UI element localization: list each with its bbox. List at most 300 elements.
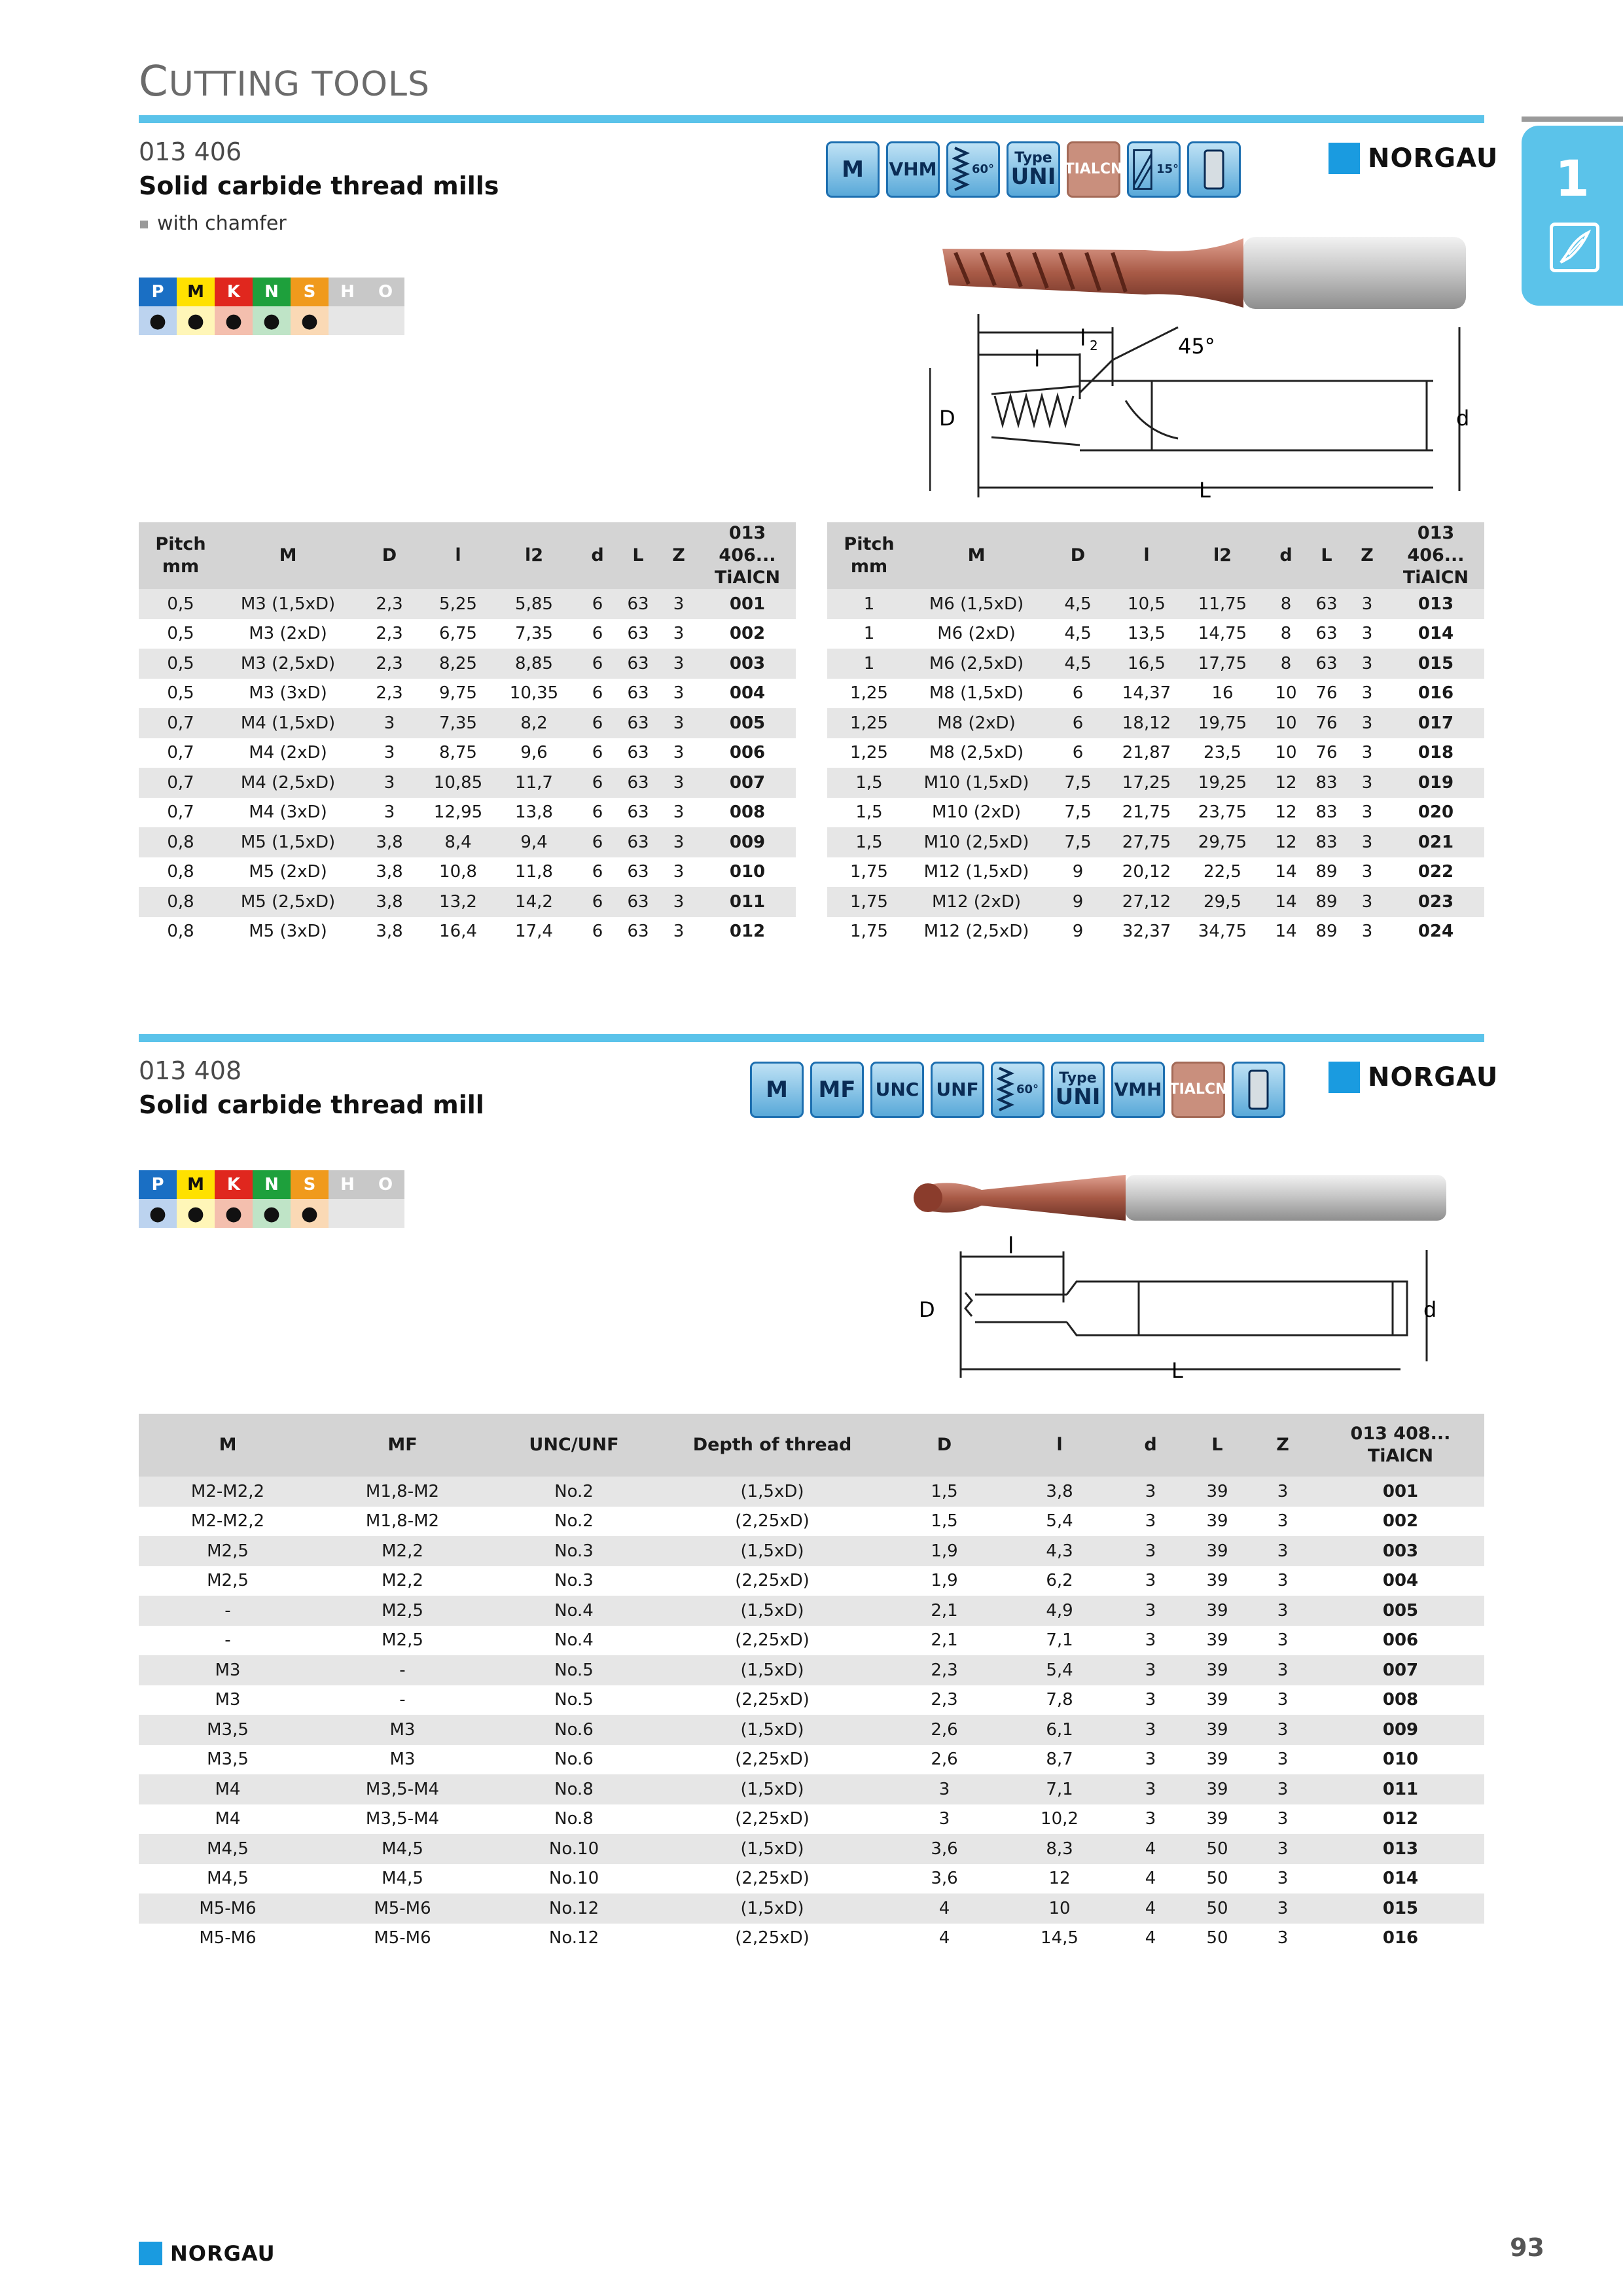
table-cell: 024 bbox=[1418, 922, 1454, 942]
table-cell: 7,1 bbox=[1004, 1774, 1115, 1804]
table-cell: 10 bbox=[1266, 708, 1306, 738]
table-cell: 9,75 bbox=[439, 683, 477, 704]
table-cell: 019 bbox=[1387, 768, 1484, 798]
table-cell: 1,75 bbox=[850, 922, 888, 942]
table-cell: 3 bbox=[1115, 1715, 1186, 1745]
table-cell: 39 bbox=[1206, 1571, 1228, 1591]
table-row bbox=[139, 1804, 1484, 1835]
column-header-line: L bbox=[1321, 545, 1332, 565]
table-cell: 8,7 bbox=[1046, 1749, 1073, 1770]
table-cell: 3,6 bbox=[885, 1834, 1004, 1864]
material-code: S bbox=[291, 1170, 329, 1199]
side-tab-line bbox=[1522, 117, 1623, 122]
table-cell: 3,8 bbox=[376, 922, 403, 942]
table-cell: M12 (1,5xD) bbox=[923, 862, 1029, 882]
table-row bbox=[139, 798, 796, 828]
brand-name: NORGAU bbox=[1368, 1062, 1499, 1092]
feature-icon bbox=[1187, 141, 1241, 198]
feature-icons bbox=[750, 1062, 1285, 1118]
table-cell: 76 bbox=[1315, 683, 1338, 704]
table-cell: 3 bbox=[1361, 862, 1373, 882]
table-cell: 4,3 bbox=[1004, 1536, 1115, 1566]
table-cell: M3,5 bbox=[207, 1749, 249, 1770]
table-cell: 007 bbox=[699, 768, 796, 798]
table-cell: 83 bbox=[1315, 802, 1338, 823]
column-header bbox=[577, 522, 618, 589]
table-row bbox=[139, 1745, 1484, 1775]
feature-icon bbox=[1127, 141, 1181, 198]
column-header bbox=[491, 522, 577, 589]
table-cell: 63 bbox=[627, 802, 649, 823]
table-cell: 013 bbox=[1387, 589, 1484, 619]
column-header-line: l bbox=[1143, 545, 1150, 565]
table-cell: M2,5 bbox=[382, 1630, 423, 1651]
table-cell: M4 (2,5xD) bbox=[223, 768, 353, 798]
table-cell: 3 bbox=[1145, 1809, 1156, 1829]
table-cell: 2,3 bbox=[353, 649, 425, 679]
table-cell: 3 bbox=[1277, 1630, 1289, 1651]
icon-label: UNC bbox=[875, 1079, 919, 1100]
icon-label: TIALCN bbox=[1064, 161, 1123, 177]
table-cell: 1,5 bbox=[827, 827, 911, 857]
table-cell: - bbox=[399, 1690, 406, 1710]
table-cell: 17,4 bbox=[515, 922, 553, 942]
table-cell: 3 bbox=[1277, 1928, 1289, 1948]
table-cell: M10 (2,5xD) bbox=[911, 827, 1042, 857]
table-cell: 1,5 bbox=[855, 802, 883, 823]
table-cell: M2,2 bbox=[382, 1571, 423, 1591]
section-rule bbox=[139, 1034, 1484, 1042]
suitability-dot: ● bbox=[253, 306, 291, 335]
table-cell: 20,12 bbox=[1122, 862, 1171, 882]
table-cell: (1,5xD) bbox=[660, 1655, 885, 1685]
table-cell: 3 bbox=[1249, 1655, 1317, 1685]
suitability-dot: ● bbox=[215, 1199, 253, 1228]
table-cell: 10 bbox=[1275, 683, 1297, 704]
table-cell: 6 bbox=[577, 708, 618, 738]
table-cell: 7,35 bbox=[515, 624, 553, 644]
table-cell: 63 bbox=[627, 862, 649, 882]
table-cell: 19,25 bbox=[1179, 768, 1266, 798]
table-cell: 3 bbox=[1277, 1869, 1289, 1889]
feature-icon bbox=[946, 141, 1000, 198]
table-cell: 8,4 bbox=[425, 827, 491, 857]
table-cell: 3 bbox=[1277, 1571, 1289, 1591]
table-cell: 017 bbox=[1387, 708, 1484, 738]
spec-table-right bbox=[827, 522, 1484, 946]
table-cell: 3,8 bbox=[353, 827, 425, 857]
table-row bbox=[139, 708, 796, 738]
icon-label: MF bbox=[818, 1077, 856, 1103]
table-cell: 010 bbox=[1382, 1749, 1419, 1770]
table-row bbox=[139, 1685, 1484, 1715]
material-code: M bbox=[177, 278, 215, 306]
table-cell: M2-M2,2 bbox=[139, 1477, 317, 1507]
suitability-dot: ● bbox=[291, 1199, 329, 1228]
table-cell: (1,5xD) bbox=[660, 1774, 885, 1804]
table-cell: - bbox=[139, 1596, 317, 1626]
icon-label: 60° bbox=[971, 162, 995, 176]
table-row bbox=[139, 887, 796, 917]
table-cell: 0,5 bbox=[167, 683, 194, 704]
table-cell: 001 bbox=[1317, 1477, 1484, 1507]
column-header bbox=[658, 522, 699, 589]
table-cell: 012 bbox=[1382, 1809, 1419, 1829]
table-cell: 3,8 bbox=[1004, 1477, 1115, 1507]
material-header-row bbox=[139, 278, 404, 306]
material-code: S bbox=[291, 278, 329, 306]
table-cell: 13,8 bbox=[515, 802, 553, 823]
table-cell: 63 bbox=[627, 922, 649, 942]
table-cell: 011 bbox=[699, 887, 796, 917]
dim-L-label: L bbox=[1171, 1358, 1183, 1383]
table-cell: 3 bbox=[658, 649, 699, 679]
table-cell: No.5 bbox=[488, 1655, 660, 1685]
table-row bbox=[827, 917, 1484, 947]
table-row bbox=[139, 1924, 1484, 1954]
feature-icon bbox=[1232, 1062, 1285, 1118]
table-cell: 63 bbox=[627, 743, 649, 763]
icon-label: 15° bbox=[1156, 162, 1179, 176]
table-cell: 003 bbox=[1317, 1536, 1484, 1566]
table-cell: M5 (2xD) bbox=[249, 862, 327, 882]
table-cell: 5,25 bbox=[425, 589, 491, 619]
spec-table-left bbox=[139, 522, 796, 946]
column-header-line: M bbox=[279, 545, 297, 565]
table-cell: 009 bbox=[1317, 1715, 1484, 1745]
table-row bbox=[139, 1655, 1484, 1685]
icon-label: 60° bbox=[1016, 1083, 1039, 1096]
table-cell: 63 bbox=[627, 624, 649, 644]
table-cell: 020 bbox=[1418, 802, 1454, 823]
table-cell: 9,6 bbox=[520, 743, 548, 763]
brand-logo bbox=[1329, 1062, 1498, 1093]
table-cell: 6,2 bbox=[1046, 1571, 1073, 1591]
table-cell: 63 bbox=[618, 708, 658, 738]
material-code: N bbox=[253, 1170, 291, 1199]
column-header-line: d bbox=[591, 545, 604, 565]
table-cell: 0,8 bbox=[167, 862, 194, 882]
column-header-line: Pitch bbox=[844, 534, 895, 554]
table-row bbox=[827, 649, 1484, 679]
table-cell: 7,5 bbox=[1042, 827, 1114, 857]
drill-icon bbox=[1550, 223, 1599, 272]
table-cell: 89 bbox=[1306, 887, 1347, 917]
table-cell: 39 bbox=[1186, 1715, 1249, 1745]
table-cell: M5-M6 bbox=[317, 1893, 488, 1924]
table-cell: 29,5 bbox=[1179, 887, 1266, 917]
table-cell: 3 bbox=[1115, 1477, 1186, 1507]
table-cell: M8 (2xD) bbox=[911, 708, 1042, 738]
table-cell: No.10 bbox=[548, 1869, 599, 1889]
table-cell: 0,7 bbox=[139, 768, 223, 798]
table-cell: 11,75 bbox=[1179, 589, 1266, 619]
table-cell: 2,3 bbox=[376, 683, 403, 704]
table-row bbox=[139, 589, 796, 619]
column-header-line: D bbox=[382, 545, 397, 565]
table-row bbox=[139, 1626, 1484, 1656]
table-cell: 83 bbox=[1306, 827, 1347, 857]
table-cell: 63 bbox=[1306, 649, 1347, 679]
table-cell: 39 bbox=[1186, 1536, 1249, 1566]
icon-label: Type bbox=[1014, 150, 1052, 166]
page-title: CUTTING TOOLS bbox=[139, 58, 431, 106]
table-cell: 1,25 bbox=[827, 708, 911, 738]
chapter-number: 1 bbox=[1555, 149, 1590, 207]
table-cell: 3 bbox=[1277, 1749, 1289, 1770]
table-cell: 9 bbox=[1072, 922, 1084, 942]
table-cell: M5 (2,5xD) bbox=[223, 887, 353, 917]
table-cell: 39 bbox=[1206, 1511, 1228, 1532]
table-cell: (2,25xD) bbox=[735, 1690, 810, 1710]
table-cell: 0,5 bbox=[139, 589, 223, 619]
column-header-line: TiAlCN bbox=[1367, 1446, 1434, 1466]
table-cell: 1,9 bbox=[885, 1536, 1004, 1566]
table-cell: M3 (2,5xD) bbox=[223, 649, 353, 679]
table-row bbox=[139, 1834, 1484, 1864]
table-cell: 0,5 bbox=[167, 624, 194, 644]
table-cell: M12 (2,5xD) bbox=[923, 922, 1029, 942]
table-row bbox=[139, 1566, 1484, 1596]
table-cell: 39 bbox=[1206, 1690, 1228, 1710]
product-title: Solid carbide thread mills bbox=[139, 171, 499, 200]
suitability-dot bbox=[366, 306, 404, 335]
table-row bbox=[139, 738, 796, 768]
table-cell: 009 bbox=[699, 827, 796, 857]
feature-icon bbox=[1111, 1062, 1165, 1118]
table-cell: 3 bbox=[1277, 1511, 1289, 1532]
table-cell: (2,25xD) bbox=[735, 1571, 810, 1591]
table-cell: M4 bbox=[139, 1774, 317, 1804]
column-header-line: MF bbox=[387, 1435, 418, 1455]
table-cell: No.2 bbox=[554, 1511, 594, 1532]
material-code: H bbox=[329, 278, 366, 306]
table-cell: 007 bbox=[1317, 1655, 1484, 1685]
table-cell: M4 bbox=[215, 1809, 241, 1829]
table-cell: 021 bbox=[1387, 827, 1484, 857]
table-cell: No.4 bbox=[488, 1596, 660, 1626]
dim-l2-label: l bbox=[1080, 325, 1086, 351]
table-cell: No.8 bbox=[554, 1809, 594, 1829]
column-header-line: Z bbox=[672, 545, 685, 565]
table-cell: 008 bbox=[1382, 1690, 1419, 1710]
table-cell: 10 bbox=[1275, 743, 1297, 763]
table-cell: 7,1 bbox=[1046, 1630, 1073, 1651]
table-cell: M8 (1,5xD) bbox=[929, 683, 1024, 704]
table-cell: 3 bbox=[1145, 1630, 1156, 1651]
column-header-line: l bbox=[1056, 1435, 1063, 1455]
table-cell: M2,5 bbox=[317, 1596, 488, 1626]
table-row bbox=[139, 619, 796, 649]
table-cell: 27,75 bbox=[1114, 827, 1179, 857]
tool-photo-1 bbox=[942, 237, 1466, 309]
table-cell: 11,8 bbox=[515, 862, 553, 882]
table-cell: 14 bbox=[1266, 887, 1306, 917]
table-row bbox=[139, 1596, 1484, 1626]
table-cell: 3 bbox=[1347, 827, 1387, 857]
table-cell: 008 bbox=[729, 802, 766, 823]
table-cell: 7,8 bbox=[1046, 1690, 1073, 1710]
table-cell: 6,75 bbox=[439, 624, 477, 644]
table-cell: 3 bbox=[1249, 1596, 1317, 1626]
dim-L-label: L bbox=[1199, 478, 1211, 503]
column-header bbox=[885, 1414, 1004, 1477]
column-header bbox=[618, 522, 658, 589]
table-cell: 23,75 bbox=[1198, 802, 1247, 823]
column-header bbox=[139, 1414, 317, 1477]
table-cell: M2,5 bbox=[139, 1536, 317, 1566]
tool-drawing-2 bbox=[903, 1165, 1466, 1388]
table-cell: 0,7 bbox=[167, 743, 194, 763]
table-cell: 63 bbox=[618, 768, 658, 798]
product-code: 013 408 bbox=[139, 1056, 242, 1085]
table-cell: M3,5-M4 bbox=[317, 1774, 488, 1804]
column-header-line: d bbox=[1144, 1435, 1157, 1455]
table-cell: 013 bbox=[1317, 1834, 1484, 1864]
table-cell: M6 (2,5xD) bbox=[911, 649, 1042, 679]
column-header bbox=[1249, 1414, 1317, 1477]
page-number: 93 bbox=[1510, 2233, 1544, 2262]
column-header-line: M bbox=[967, 545, 986, 565]
table-cell: 50 bbox=[1206, 1928, 1228, 1948]
table-cell: 1 bbox=[827, 589, 911, 619]
column-header bbox=[139, 522, 223, 589]
suitability-dot: ● bbox=[177, 306, 215, 335]
table-cell: 63 bbox=[627, 683, 649, 704]
table-cell: 9 bbox=[1072, 862, 1084, 882]
table-cell: 34,75 bbox=[1198, 922, 1247, 942]
suitability-dot: ● bbox=[215, 306, 253, 335]
table-cell: 3 bbox=[1361, 624, 1373, 644]
table-cell: 1,25 bbox=[850, 683, 888, 704]
table-cell: 6 bbox=[577, 649, 618, 679]
table-cell: M3 (3xD) bbox=[249, 683, 327, 704]
header-rule bbox=[139, 115, 1484, 123]
table-cell: 4 bbox=[885, 1893, 1004, 1924]
table-cell: M4,5 bbox=[139, 1834, 317, 1864]
material-suitability-row bbox=[139, 306, 404, 335]
table-cell: 0,8 bbox=[139, 887, 223, 917]
feature-icon bbox=[1007, 141, 1060, 198]
column-header bbox=[353, 522, 425, 589]
table-cell: M5-M6 bbox=[374, 1928, 431, 1948]
table-cell: 16 bbox=[1211, 683, 1234, 704]
table-cell: 3 bbox=[658, 827, 699, 857]
table-cell: 63 bbox=[1306, 589, 1347, 619]
table-cell: No.3 bbox=[554, 1571, 594, 1591]
table-cell: 1,9 bbox=[931, 1571, 958, 1591]
table-cell: M2,2 bbox=[317, 1536, 488, 1566]
table-row bbox=[139, 1507, 1484, 1537]
dim-angle-label: 45° bbox=[1178, 334, 1215, 359]
dim-D-label: D bbox=[919, 1297, 935, 1322]
column-header bbox=[1004, 1414, 1115, 1477]
table-cell: 4 bbox=[938, 1928, 950, 1948]
table-row bbox=[827, 589, 1484, 619]
feature-icon bbox=[931, 1062, 984, 1118]
table-cell: 14,75 bbox=[1198, 624, 1247, 644]
table-cell: No.6 bbox=[488, 1715, 660, 1745]
table-cell: 6 bbox=[592, 743, 603, 763]
product-note: with chamfer bbox=[140, 212, 287, 235]
column-header bbox=[1115, 1414, 1186, 1477]
table-cell: 39 bbox=[1206, 1749, 1228, 1770]
table-cell: No.2 bbox=[488, 1477, 660, 1507]
column-header bbox=[425, 522, 491, 589]
table-cell: M10 (2xD) bbox=[931, 802, 1022, 823]
table-cell: M2,5 bbox=[207, 1571, 249, 1591]
suitability-dot bbox=[366, 1199, 404, 1228]
table-cell: 0,7 bbox=[167, 802, 194, 823]
product-code: 013 406 bbox=[139, 137, 242, 166]
table-cell: No.6 bbox=[554, 1749, 594, 1770]
table-cell: 6 bbox=[577, 827, 618, 857]
table-cell: 3 bbox=[1115, 1655, 1186, 1685]
table-row bbox=[827, 887, 1484, 917]
table-cell: M4 (2xD) bbox=[249, 743, 327, 763]
table-cell: 3,6 bbox=[931, 1869, 958, 1889]
table-cell: M3 bbox=[215, 1690, 241, 1710]
table-cell: 76 bbox=[1315, 743, 1338, 763]
table-cell: 3 bbox=[383, 743, 395, 763]
table-row bbox=[139, 857, 796, 888]
table-cell: (2,25xD) bbox=[735, 1869, 810, 1889]
table-cell: 50 bbox=[1206, 1869, 1228, 1889]
table-cell: 3 bbox=[1277, 1690, 1289, 1710]
suitability-dot: ● bbox=[291, 306, 329, 335]
table-row bbox=[139, 1893, 1484, 1924]
table-cell: No.5 bbox=[554, 1690, 594, 1710]
material-table bbox=[139, 1170, 404, 1228]
table-cell: 3 bbox=[658, 768, 699, 798]
table-cell: 8 bbox=[1266, 589, 1306, 619]
table-cell: 6 bbox=[577, 589, 618, 619]
table-cell: 6 bbox=[592, 922, 603, 942]
table-cell: 3 bbox=[1277, 1809, 1289, 1829]
table-cell: 2,3 bbox=[931, 1690, 958, 1710]
table-cell: 6 bbox=[592, 624, 603, 644]
suitability-dot: ● bbox=[139, 306, 177, 335]
icon-label: VMH bbox=[1114, 1079, 1162, 1100]
table-cell: 21,75 bbox=[1122, 802, 1171, 823]
table-row bbox=[139, 1715, 1484, 1745]
brand-square bbox=[1329, 1062, 1360, 1093]
table-cell: 12 bbox=[1266, 768, 1306, 798]
table-cell: 014 bbox=[1418, 624, 1454, 644]
table-row bbox=[827, 827, 1484, 857]
table-cell: 89 bbox=[1315, 862, 1338, 882]
table-cell: 6,1 bbox=[1004, 1715, 1115, 1745]
table-cell: 16,5 bbox=[1114, 649, 1179, 679]
table-cell: 2,6 bbox=[885, 1715, 1004, 1745]
table-row bbox=[139, 1536, 1484, 1566]
dim-l-label: l bbox=[1008, 1233, 1014, 1259]
table-cell: 83 bbox=[1306, 768, 1347, 798]
table-cell: 2,3 bbox=[376, 624, 403, 644]
table-cell: (2,25xD) bbox=[735, 1809, 810, 1829]
table-cell: 006 bbox=[729, 743, 766, 763]
table-row bbox=[139, 1477, 1484, 1507]
icon-label: UNI bbox=[1055, 1084, 1101, 1110]
table-cell: No.4 bbox=[554, 1630, 594, 1651]
table-cell: 011 bbox=[1317, 1774, 1484, 1804]
table-cell: 13,5 bbox=[1128, 624, 1166, 644]
table-cell: (1,5xD) bbox=[660, 1596, 885, 1626]
column-header-line: l bbox=[455, 545, 461, 565]
table-cell: 10,5 bbox=[1114, 589, 1179, 619]
icon-label: M bbox=[766, 1077, 788, 1103]
table-cell: 6 bbox=[577, 768, 618, 798]
